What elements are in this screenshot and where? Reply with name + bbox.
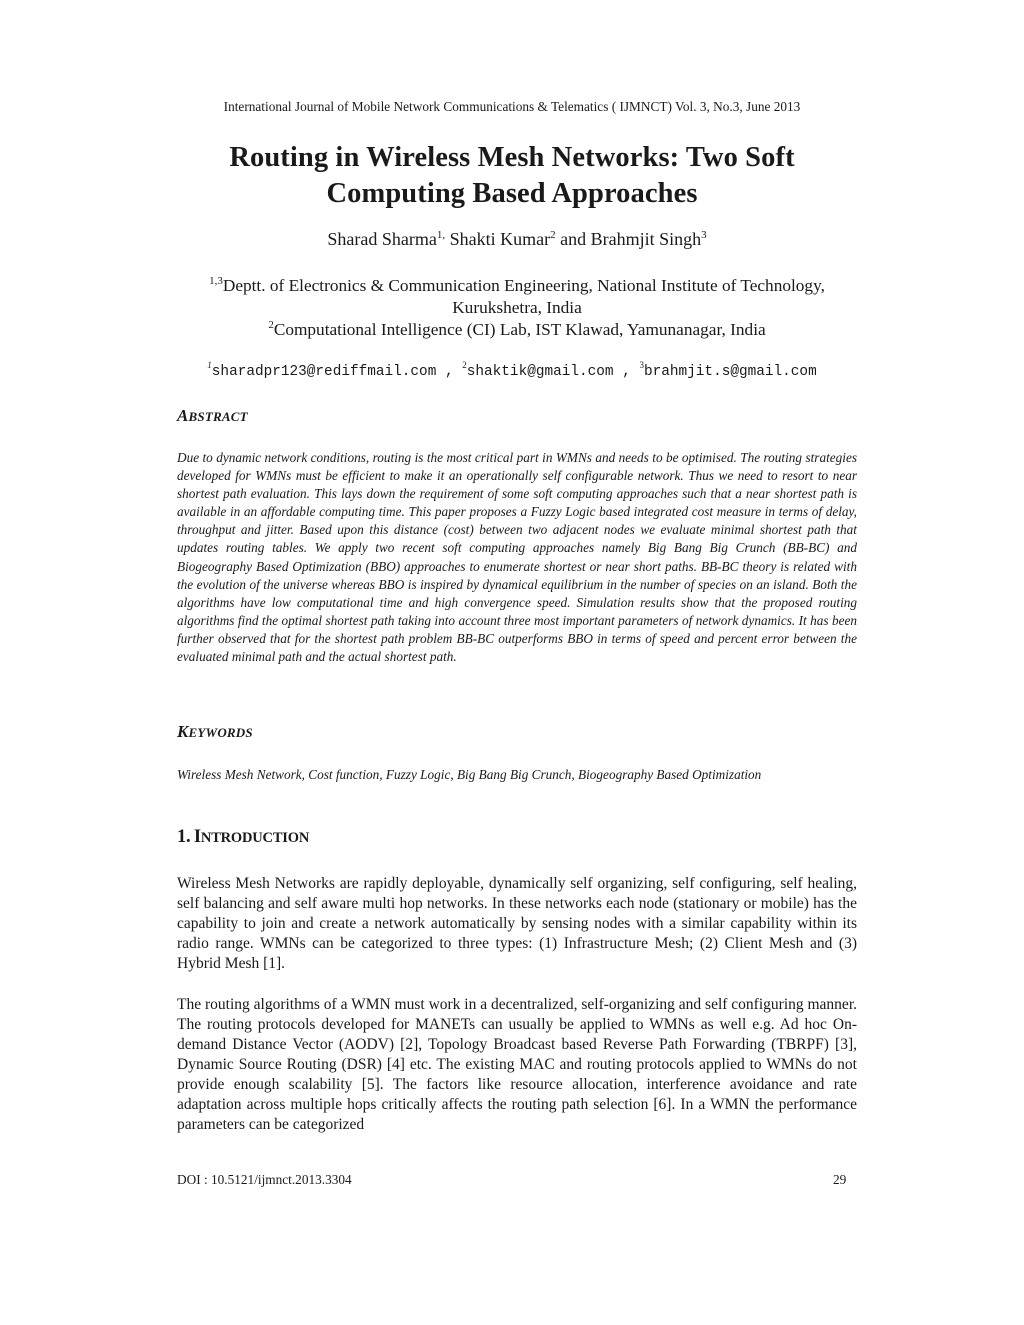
email-list	[0, 360, 1024, 380]
email-mark: 1	[207, 360, 212, 370]
affiliation-line: Deptt. of Electronics & Communication Engineering, National Institute of Technology,	[222, 276, 825, 295]
running-head: International Journal of Mobile Network Communications & Telematics ( IJMNCT) Vol. 3, No.3, June 2013	[223, 99, 801, 114]
abstract-text: Due to dynamic network conditions, routing is the most critical part in WMNs and needs to be optimised. The routing strategies developed for WMNs must be efficient to make it an operationally self configurable network. Thus we need to resort to near shortest path evaluation. This lays down the requirement of some soft computing approaches such that a near shortest path is available in an affordable computing time. This paper proposes a Fuzzy Logic based integrated cost measure in terms of delay, throughput and jitter. Based upon this distance (cost) between two adjacent nodes we evaluate minimal shortest path that updates routing tables. We apply two recent soft computing approaches namely Big Bang Big Crunch (BB-BC) and Biogeography Based Optimization (BBO) approaches to enumerate shortest or near short paths. BB-BC theory is related with the evolution of the universe whereas BBO is inspired by dynamical equilibrium in the number of species on an island. Both the algorithms have low computational time and high convergence speed. Simulation results show that the proposed routing algorithms find the optimal shortest path taking into account three most important parameters of network dynamics. It has been further observed that for the shortest path problem BB-BC outperforms BBO in terms of speed and percent error between the evaluated minimal path and the actual shortest path.	[177, 450, 857, 665]
email-link[interactable]: shaktik@gmail.com	[466, 364, 614, 380]
author-name: Brahmjit Singh	[590, 229, 702, 249]
page-number: 29	[833, 1172, 847, 1187]
keywords-heading: KEYWORDS	[177, 722, 253, 741]
email-mark: 2	[462, 360, 467, 370]
email-link[interactable]: brahmjit.s@gmail.com	[643, 364, 817, 380]
email-mark: 3	[639, 360, 644, 370]
author-name: Sharad Sharma	[327, 229, 437, 249]
abstract-heading: ABSTRACT	[177, 406, 248, 425]
email-separator: ,	[444, 364, 454, 380]
affiliation-2	[150, 319, 884, 341]
author-affiliation-mark: 3	[701, 229, 707, 241]
affiliation-mark: 2	[268, 319, 274, 331]
affiliation-1	[150, 275, 884, 318]
email-separator: ,	[622, 364, 631, 380]
email-link[interactable]: sharadpr123@rediffmail.com	[211, 364, 437, 380]
author-conjunction: and	[560, 229, 587, 249]
introduction-paragraph-1: Wireless Mesh Networks are rapidly deployable, dynamically self organizing, self configuring, self healing, self balancing and self aware multi hop networks. In these networks each node (stationary or mobile) has the capability to join and create a network automatically by sensing nodes with a similar capability within its radio range. WMNs can be categorized to three types: (1) Infrastructure Mesh; (2) Client Mesh and (3) Hybrid Mesh [1].	[177, 875, 857, 972]
affiliation-line: Computational Intelligence (CI) Lab, IST Klawad, Yamunanagar, India	[273, 320, 766, 339]
keywords-text: Wireless Mesh Network, Cost function, Fuzzy Logic, Big Bang Big Crunch, Biogeography Based Optimization	[177, 767, 762, 782]
author-affiliation-mark: 1,	[436, 229, 446, 241]
author-name: Shakti Kumar	[449, 229, 551, 249]
author-affiliation-mark: 2	[550, 229, 556, 241]
introduction-paragraph-2: The routing algorithms of a WMN must work in a decentralized, self-organizing and self configuring manner. The routing protocols developed for MANETs can usually be applied to WMNs as well e.g. Ad hoc On-demand Distance Vector (AODV) [2], Topology Broadcast based Reverse Path Forwarding (TBRPF) [3], Dynamic Source Routing (DSR) [4] etc. The existing MAC and routing protocols applied to WMNs do not provide enough scalability [5]. The factors like resource allocation, interference avoidance and rate adaptation across multiple hops critically affects the routing path selection [6]. In a WMN the performance parameters can be categorized	[177, 996, 857, 1133]
title-line-1: Routing in Wireless Mesh Networks: Two Soft	[229, 142, 795, 173]
author-list	[0, 229, 1024, 250]
paper-title	[140, 140, 884, 212]
title-line-2: Computing Based Approaches	[326, 178, 698, 209]
doi-footer: DOI : 10.5121/ijmnct.2013.3304	[177, 1172, 352, 1187]
affiliation-line: Kurukshetra, India	[452, 297, 582, 317]
introduction-heading: 1. INTRODUCTION	[177, 827, 310, 847]
affiliation-mark: 1,3	[209, 275, 223, 287]
